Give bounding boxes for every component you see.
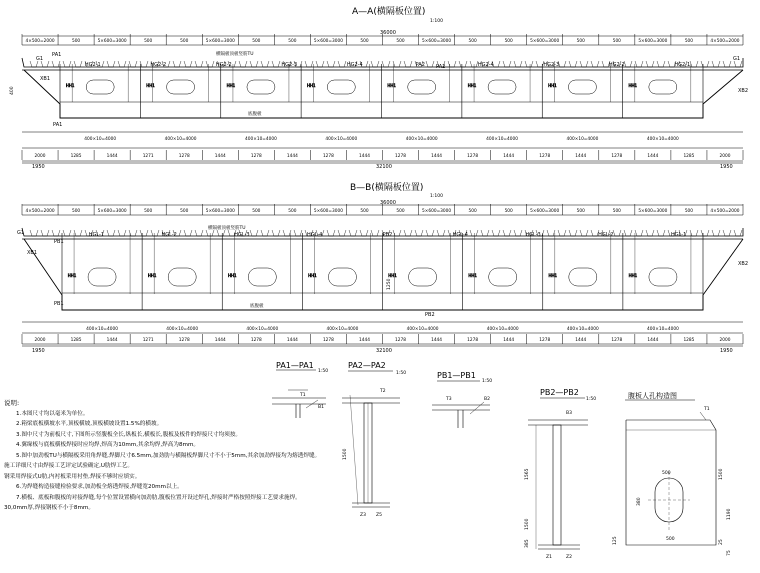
- detail-pb1-title: PB1—PB1: [437, 371, 476, 380]
- detail-manhole-dim2: 380: [637, 497, 642, 506]
- girder-label: HGL-4: [452, 232, 468, 238]
- detail-pa2-dim1: 1500: [343, 448, 348, 460]
- top-dim-label: 500: [252, 39, 261, 44]
- section-b-tag-pb1-bot: PB1: [54, 301, 64, 307]
- bottom-dim-label: 1278: [322, 338, 334, 343]
- bottom-dim-label: 1444: [575, 338, 587, 343]
- stiffener-tag: HH1: [65, 83, 75, 88]
- bottom-dim-label: 1444: [359, 338, 370, 343]
- bottom-dim-label: 1444: [106, 338, 118, 343]
- detail-pb1-b2: B2: [484, 397, 490, 402]
- top-dim-label: 5×600=3000: [638, 39, 668, 44]
- stiffener-tag: HH1: [628, 83, 638, 88]
- detail-pb2-z1: Z1: [546, 555, 552, 560]
- top-dim-label: 500: [468, 209, 477, 214]
- top-dim-label: 500: [252, 209, 261, 214]
- detail-pb2-dim3: 385: [525, 539, 530, 548]
- note-item: 1.本图尺寸均以毫米为单位。: [16, 410, 89, 417]
- bottom-dim-label: 1444: [647, 154, 659, 159]
- detail-manhole-t1: T1: [704, 407, 710, 412]
- bottom-dim-label: 1285: [70, 338, 82, 343]
- bottom-dim-label: 1278: [539, 338, 551, 343]
- girder-label: HGL-3: [234, 232, 250, 238]
- section-b-scale: 1:100: [430, 194, 443, 199]
- top-dim-label: 500: [180, 209, 189, 214]
- stiffener-tag: HH1: [548, 83, 557, 88]
- top-dim-label: 500: [504, 39, 513, 44]
- note-item: 2.箱梁底板横坡水平,顶板横坡,顶板横坡设置1.5%的横坡。: [16, 421, 163, 427]
- section-b-tag-pb2: PB2: [425, 312, 435, 318]
- girder-label: HG2-3: [543, 62, 560, 68]
- top-dim-label: 500: [396, 39, 405, 44]
- sub-dim-label: 400×10=4000: [647, 327, 679, 332]
- section-b-depth-1250: 1250: [387, 278, 392, 290]
- top-dim-label: 5×600=3000: [313, 209, 343, 214]
- section-b-tag-g1: G1: [17, 230, 25, 236]
- stiffener-tag: HH1: [146, 83, 155, 88]
- detail-pa2: [342, 361, 406, 518]
- top-dim-label: 5×600=3000: [205, 209, 235, 214]
- detail-pa2-scale: 1:50: [396, 371, 407, 376]
- girder-label: HG2-2: [608, 62, 625, 68]
- sub-dim-label: 400×10=4000: [406, 327, 439, 332]
- sub-dim-label: 400×10=4000: [326, 327, 359, 332]
- bottom-dim-label: 1278: [178, 338, 190, 343]
- top-dim-label: 500: [576, 39, 585, 44]
- sub-dim-label: 400×10=4000: [646, 137, 679, 142]
- detail-pb2-dim2: 1500: [525, 518, 530, 530]
- note-item: 6.为焊缝构造接缝检验要求,加劲板全熔透焊接,焊缝宽20mm以上。: [16, 484, 183, 490]
- bottom-dim-label: 1444: [575, 154, 587, 159]
- section-b-base-mid: 32100: [376, 348, 392, 354]
- bottom-dim-label: 1278: [611, 338, 623, 343]
- bottom-dim-label: 1278: [467, 154, 479, 159]
- stiffener-tag: HH1: [226, 83, 236, 88]
- note-item: 5.图中加劲板TU与横隔板采用角焊缝,焊脚尺寸6.5mm,加劲肋与横隔板焊脚尺寸不小于5mm,其余加劲焊接均为熔透焊缝。: [16, 452, 321, 459]
- detail-pa2-title: PA2—PA2: [348, 361, 386, 370]
- girder-label: HGL-3: [525, 232, 541, 238]
- sub-dim-label: 400×10=4000: [164, 137, 197, 142]
- detail-pb2: [524, 388, 596, 560]
- section-a-tag-g1-right: G1: [733, 56, 741, 62]
- bottom-dim-label: 1444: [214, 338, 226, 343]
- sub-dim-label: 400×10=4000: [566, 137, 599, 142]
- top-dim-label: 500: [360, 209, 369, 214]
- detail-pa1-b1: B1: [318, 405, 324, 410]
- bottom-dim-label: 1444: [286, 338, 298, 343]
- top-dim-label: 5×600=3000: [422, 39, 452, 44]
- bottom-dim-label: 2000: [719, 154, 731, 159]
- bottom-dim-label: 1278: [611, 154, 623, 159]
- section-a-tag-pa1-bot: PA1: [53, 122, 63, 128]
- section-a-base-right: 1950: [720, 164, 733, 170]
- section-b-tag-pb1-top: PB1: [54, 239, 64, 245]
- detail-pb1: [432, 371, 492, 428]
- bottom-dim-label: 1285: [70, 154, 82, 159]
- note-item: 钢采用焊接式U肋,内衬板采用衬垫,焊接不够时应填实。: [4, 473, 141, 480]
- top-dim-label: 500: [180, 39, 189, 44]
- section-b-annot-web: 底腹板: [250, 304, 264, 309]
- bottom-dim-label: 2000: [34, 338, 46, 343]
- top-dim-label: 500: [360, 39, 369, 44]
- detail-manhole-500: 500: [662, 471, 671, 476]
- stiffener-tag: HH1: [387, 83, 396, 88]
- bottom-dim-label: 1278: [250, 154, 262, 159]
- stiffener-tag: HH1: [468, 273, 477, 278]
- top-dim-label: 5×600=3000: [422, 209, 452, 214]
- bottom-dim-label: 1278: [322, 154, 334, 159]
- detail-pb1-scale: 1:50: [482, 379, 493, 384]
- sub-dim-label: 400×10=4000: [166, 327, 199, 332]
- top-dim-label: 4×500=2000: [710, 39, 740, 44]
- top-dim-label: 500: [684, 209, 694, 214]
- bottom-dim-label: 2000: [719, 338, 731, 343]
- detail-pb2-dim1: 1565: [525, 468, 530, 480]
- detail-manhole-75: 75: [727, 550, 732, 556]
- bottom-dim-label: 1444: [431, 338, 443, 343]
- section-a-depth-400: 400: [10, 86, 15, 95]
- section-b-base-right: 1950: [720, 348, 733, 354]
- section-a-box: [24, 64, 743, 118]
- top-dim-label: 500: [468, 39, 477, 44]
- stiffener-tag: HH1: [67, 273, 77, 278]
- section-b-annot-tu: 横隔板顶板竖筋TU: [208, 226, 246, 231]
- stiffener-tag: HH1: [308, 273, 317, 278]
- bottom-dim-label: 1444: [286, 154, 298, 159]
- detail-manhole: [612, 391, 732, 556]
- section-b-base-left: 1950: [32, 348, 45, 354]
- detail-pa1: [272, 361, 328, 418]
- top-dim-label: 500: [288, 39, 297, 44]
- section-a-title: A—A(横隔板位置): [352, 7, 426, 17]
- girder-label: HGL-2: [598, 232, 614, 238]
- note-item: 3.图中尺寸为前板尺寸,下图所示竖腹板全长,纵板长,横板长,腹板及板件的焊接尺寸均须按。: [16, 431, 242, 438]
- sub-dim-label: 400×10=4000: [405, 137, 438, 142]
- section-a-tag-xb2: XB2: [738, 88, 749, 94]
- detail-manhole-125: 125: [613, 536, 618, 545]
- top-dim-label: 500: [144, 209, 153, 214]
- sub-dim-label: 400×10=4000: [486, 137, 518, 142]
- section-a-sub-dims: [84, 136, 679, 142]
- bottom-dim-label: 1444: [647, 338, 659, 343]
- section-a-base-left: 1950: [32, 164, 45, 170]
- girder-label: HGL-2: [161, 232, 177, 238]
- top-dim-label: 5×600=3000: [205, 39, 235, 44]
- stiffener-tag: HH1: [548, 273, 558, 278]
- bottom-dim-label: 1278: [178, 154, 190, 159]
- detail-manhole-25: 25: [719, 539, 724, 545]
- girder-label: HGL-1: [670, 232, 687, 238]
- top-dim-label: 4×500=2000: [25, 209, 55, 214]
- bottom-dim-label: 1278: [395, 338, 406, 343]
- top-dim-label: 500: [144, 39, 153, 44]
- notes-heading: 说明:: [4, 399, 20, 407]
- sub-dim-label: 400×10=4000: [246, 327, 279, 332]
- bottom-dim-label: 1444: [503, 338, 515, 343]
- girder-label: HG2-2: [150, 62, 167, 68]
- bottom-dim-label: 1278: [395, 154, 406, 159]
- section-a: [9, 5, 748, 170]
- girder-label: HG2-4: [477, 62, 494, 68]
- top-dim-label: 4×500=2000: [710, 209, 740, 214]
- section-b-title: B—B(横隔板位置): [350, 183, 424, 193]
- detail-pa1-t1: T1: [300, 393, 306, 398]
- sub-dim-label: 400×10=4000: [86, 327, 118, 332]
- stiffener-tag: HH1: [628, 273, 638, 278]
- top-dim-label: 5×600=3000: [638, 209, 668, 214]
- top-dim-label: 5×600=3000: [530, 39, 560, 44]
- detail-pa2-t2: T2: [380, 389, 386, 394]
- detail-pb1-t3: T3: [446, 397, 452, 402]
- bottom-dim-label: 1444: [359, 154, 370, 159]
- girder-label: HG2-3: [281, 62, 298, 68]
- top-dim-label: 5×600=3000: [97, 39, 127, 44]
- sub-dim-label: 400×10=4000: [325, 137, 358, 142]
- girder-label: HG2-1: [84, 62, 101, 68]
- bottom-dim-label: 1444: [503, 154, 515, 159]
- detail-pa1-title: PA1—PA1: [276, 361, 314, 370]
- section-a-scale: 1:100: [430, 19, 443, 24]
- note-item: 施工详细尺寸由焊接工艺评定试验确定,U肋焊工艺。: [4, 463, 133, 469]
- girder-label: PA2: [415, 62, 425, 68]
- note-item: 7.横板、底板和腹板的对接焊缝,每个位置设置横向加劲肋,腹板位置开设过焊孔,焊接时严格按照焊接工艺要求施焊。: [16, 494, 301, 501]
- detail-manhole-dim1: 1500: [719, 468, 724, 480]
- section-a-tag-pa2: PA2: [436, 64, 446, 70]
- detail-manhole-title: 腹板人孔构造图: [628, 392, 677, 400]
- detail-manhole-dim3: 1190: [727, 508, 732, 520]
- sub-dim-label: 400×10=4000: [486, 327, 519, 332]
- top-dim-label: 500: [684, 39, 694, 44]
- detail-pb2-b3: B3: [566, 411, 572, 416]
- section-b: [17, 181, 748, 354]
- section-b-girder-labels: [89, 232, 687, 238]
- top-dim-label: 500: [612, 39, 621, 44]
- section-a-tag-xb1: XB1: [40, 76, 51, 82]
- top-dim-label: 500: [288, 209, 297, 214]
- bottom-dim-label: 1278: [539, 154, 551, 159]
- stiffener-tag: HH1: [147, 273, 157, 278]
- girder-label: HGL-1: [88, 232, 105, 238]
- note-item: 4.翼缘板与底板横板焊接时应均焊,焊高为10mm,其余均焊,焊高为8mm。: [16, 442, 199, 448]
- stiffener-tag: HH1: [467, 83, 477, 88]
- section-b-box: [24, 233, 743, 310]
- girder-label: HG2-1: [674, 62, 691, 68]
- bottom-dim-label: 1271: [142, 338, 154, 343]
- top-dim-label: 500: [504, 209, 513, 214]
- bottom-dim-label: 1285: [683, 154, 695, 159]
- detail-pa2-z3: Z3: [360, 513, 366, 518]
- sub-dim-label: 400×10=4000: [566, 327, 599, 332]
- stiffener-tag: HH1: [228, 273, 237, 278]
- sub-dim-label: 400×10=4000: [245, 137, 277, 142]
- top-dim-label: 500: [576, 209, 585, 214]
- detail-pb2-scale: 1:50: [586, 397, 597, 402]
- section-b-total-width: 36000: [380, 200, 396, 206]
- section-b-tag-xb2: XB2: [738, 261, 749, 267]
- top-dim-label: 500: [396, 209, 405, 214]
- bottom-dim-label: 1278: [250, 338, 262, 343]
- bottom-dim-label: 2000: [34, 154, 46, 159]
- stiffener-tag: HH1: [388, 273, 397, 278]
- bottom-dim-label: 1285: [683, 338, 695, 343]
- girder-label: PB2: [382, 232, 393, 238]
- detail-pa2-z5: Z5: [376, 513, 382, 518]
- detail-pa1-scale: 1:50: [318, 369, 329, 374]
- stiffener-tag: HH1: [307, 83, 316, 88]
- bottom-dim-label: 1444: [431, 154, 443, 159]
- section-a-tag-g1-left: G1: [36, 56, 44, 62]
- top-dim-label: 5×600=3000: [530, 209, 560, 214]
- section-a-annot-tu: 横隔板顶板竖筋TU: [216, 52, 254, 57]
- girder-label: HG2-4: [346, 62, 363, 68]
- section-a-base-mid: 32100: [376, 164, 392, 170]
- top-dim-label: 500: [612, 209, 621, 214]
- top-dim-label: 4×500=2000: [25, 39, 55, 44]
- sub-dim-label: 400×10=4000: [84, 137, 117, 142]
- girder-label: HGL-4: [307, 232, 323, 238]
- bottom-dim-label: 1444: [214, 154, 226, 159]
- bottom-dim-label: 1444: [106, 154, 118, 159]
- detail-pb2-title: PB2—PB2: [540, 388, 579, 397]
- section-a-tag-pa1-top: PA1: [52, 52, 62, 58]
- top-dim-label: 500: [71, 39, 81, 44]
- section-a-total-width: 36000: [380, 30, 396, 36]
- section-a-annot-web: 底腹板: [248, 112, 262, 117]
- detail-manhole-dim4: 500: [666, 537, 675, 542]
- bottom-dim-label: 1278: [467, 338, 479, 343]
- top-dim-label: 5×600=3000: [313, 39, 343, 44]
- section-b-tag-xb1: XB1: [27, 250, 38, 256]
- top-dim-label: 500: [71, 209, 81, 214]
- detail-pb2-z2: Z2: [566, 555, 572, 560]
- girder-label: HG2-2: [215, 62, 232, 68]
- bottom-dim-label: 1271: [142, 154, 154, 159]
- section-b-sub-dims: [86, 326, 679, 332]
- top-dim-label: 5×600=3000: [97, 209, 127, 214]
- note-item: 30,0mm厚,焊接钢板不小于8mm。: [4, 505, 94, 511]
